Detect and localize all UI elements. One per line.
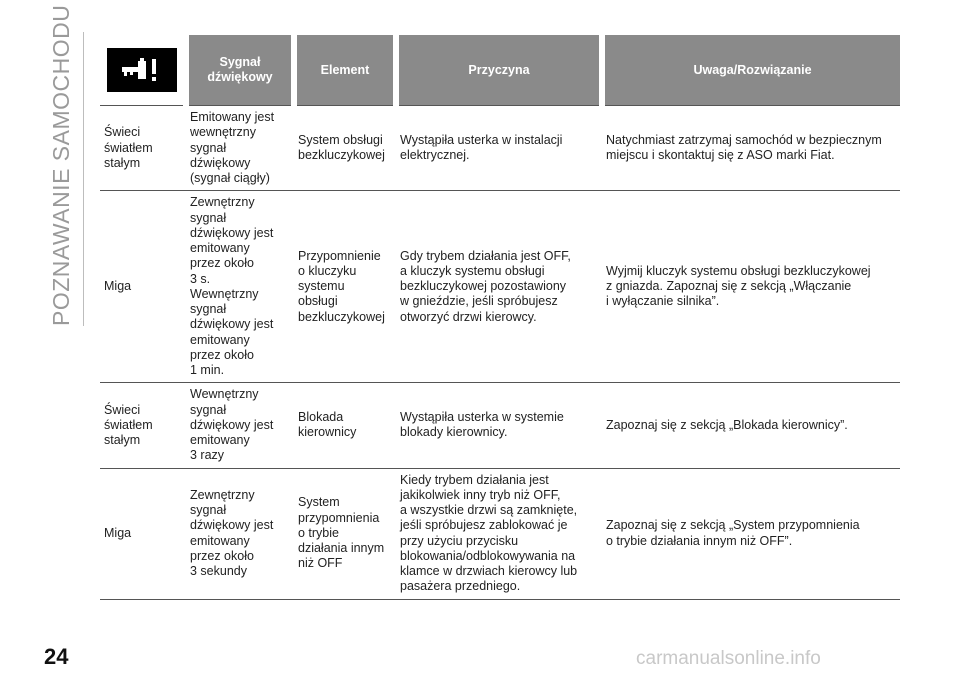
table-row	[100, 383, 900, 468]
cell-element: Przypomnienie o kluczyku systemu obsługi bezkluczykowej	[294, 191, 396, 383]
cell-remedy: Zapoznaj się z sekcją „System przypomnienia o trybie działania innym niż OFF”.	[602, 468, 900, 599]
cell-element: System przypomnienia o trybie działania innym niż OFF	[294, 468, 396, 599]
cell-cause: Wystąpiła usterka w instalacji elektrycznej.	[396, 106, 602, 191]
table-row	[100, 468, 900, 599]
table-row	[100, 106, 900, 191]
page-number: 24	[44, 644, 69, 669]
cell-signal: Zewnętrzny sygnał dźwiękowy jest emitowany przez około 3 sekundy	[186, 468, 294, 599]
cell-signal: Zewnętrzny sygnał dźwiękowy jest emitowany przez około 3 s. Wewnętrzny sygnał dźwiękowy jest emitowany przez około 1 min.	[186, 191, 294, 383]
header-icon-cell	[100, 35, 186, 106]
cell-remedy: Natychmiast zatrzymaj samochód w bezpiecznym miejscu i skontaktuj się z ASO marki Fiat.	[602, 106, 900, 191]
header-element: Element	[294, 35, 396, 106]
keyless-warning-icon	[107, 48, 177, 92]
cell-remedy: Zapoznaj się z sekcją „Blokada kierownicy”.	[602, 383, 900, 468]
cell-signal: Emitowany jest wewnętrzny sygnał dźwiękowy (sygnał ciągły)	[186, 106, 294, 191]
header-remedy: Uwaga/Rozwiązanie	[602, 35, 900, 106]
section-title: POZNAWANIE SAMOCHODU	[48, 4, 74, 326]
section-divider	[83, 32, 84, 326]
watermark: carmanualsonline.info	[636, 648, 821, 669]
cell-light-state: Świeci światłem stałym	[100, 383, 186, 468]
header-cause: Przyczyna	[396, 35, 602, 106]
header-signal: Sygnał dźwiękowy	[186, 35, 294, 106]
cell-remedy: Wyjmij kluczyk systemu obsługi bezkluczykowej z gniazda. Zapoznaj się z sekcją „Włączanie i wyłączanie silnika”.	[602, 191, 900, 383]
cell-cause: Gdy trybem działania jest OFF, a kluczyk systemu obsługi bezkluczykowej pozostawiony w gnieździe, jeśli spróbujesz otworzyć drzwi kierowcy.	[396, 191, 602, 383]
table-header-row	[100, 35, 900, 106]
cell-cause: Wystąpiła usterka w systemie blokady kierownicy.	[396, 383, 602, 468]
cell-signal: Wewnętrzny sygnał dźwiękowy jest emitowany 3 razy	[186, 383, 294, 468]
cell-element: Blokada kierownicy	[294, 383, 396, 468]
cell-cause: Kiedy trybem działania jest jakikolwiek inny tryb niż OFF, a wszystkie drzwi są zamknięte, jeśli spróbujesz zablokować je przy użyciu przycisku blokowania/odblokowywania na klamce w drzwiach kierowcy lub pasażera przedniego.	[396, 468, 602, 599]
cell-light-state: Miga	[100, 191, 186, 383]
cell-element: System obsługi bezkluczykowej	[294, 106, 396, 191]
table-row	[100, 191, 900, 383]
cell-light-state: Świeci światłem stałym	[100, 106, 186, 191]
cell-light-state: Miga	[100, 468, 186, 599]
warning-table	[100, 35, 900, 600]
